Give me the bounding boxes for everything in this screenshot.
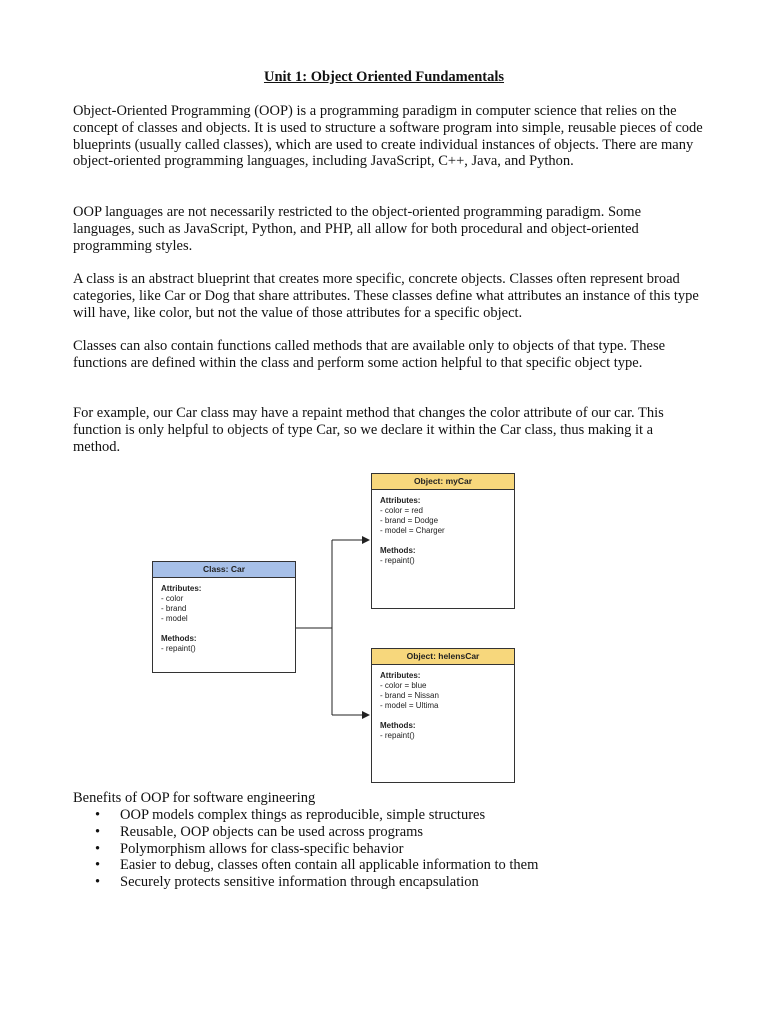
bullet-icon: • [95,874,101,891]
benefit-text: Reusable, OOP objects can be used across programs [120,823,424,840]
page-title: Unit 1: Object Oriented Fundamentals [263,69,505,85]
object-helenscar-box [371,648,515,783]
object-mycar-attribute: - brand = Dodge [380,516,439,525]
object-helenscar-attribute: - brand = Nissan [380,691,439,700]
object-mycar-method: - repaint() [380,556,415,565]
bullet-icon: • [95,823,101,840]
paragraph-methods: Classes can also contain functions called methods that are available only to objects of that type. These functions are defined within the class and perform some action helpful to that specific object type. [73,338,666,371]
object-helenscar-attribute: - model = Ultima [380,701,439,710]
object-helenscar-method: - repaint() [380,731,415,740]
list-item [90,874,538,891]
list-item [90,841,538,858]
paragraph-oop-languages: OOP languages are not necessarily restricted to the object-oriented programming paradigm. Some languages, such as JavaScript, Python, and PHP, all allow for both procedural and object-oriented programming styles. [73,204,642,254]
list-item [90,807,538,824]
class-car-header: Class: Car [153,562,295,578]
object-helenscar-methods-label: Methods: [380,721,416,730]
object-mycar-box [371,473,515,609]
benefits-list [90,807,538,891]
object-helenscar-header: Object: helensCar [372,649,514,665]
object-mycar-header: Object: myCar [372,474,514,490]
bullet-icon: • [95,807,101,823]
benefit-text: OOP models complex things as reproducible, simple structures [120,807,486,823]
class-car-attribute: - color [161,594,184,603]
paragraph-oop-intro: Object-Oriented Programming (OOP) is a programming paradigm in computer science that relies on the concept of classes and objects. It is used to structure a software program into simple, reusable pieces of code blueprints (usually called classes), which are used to create individual instances of objects. There are many object-oriented programming languages, including JavaScript, C++, Java, and Python. [73,103,703,170]
benefit-text: Securely protects sensitive information through encapsulation [120,874,479,891]
class-car-box [152,561,296,673]
class-car-attribute: - brand [161,604,187,613]
benefits-heading: Benefits of OOP for software engineering [73,790,316,806]
object-mycar-attribute: - model = Charger [380,526,445,535]
object-mycar-methods-label: Methods: [380,546,416,555]
object-mycar-attributes-label: Attributes: [380,496,421,505]
class-car-methods-label: Methods: [161,634,197,643]
paragraph-class-definition: A class is an abstract blueprint that creates more specific, concrete objects. Classes often represent broad categories, like Car or Dog that share attributes. These classes define what attributes an instance of this type will have, like color, but not the value of those attributes for a specific object. [73,271,699,321]
bullet-icon: • [95,840,101,857]
class-car-attributes-label: Attributes: [161,584,202,593]
object-helenscar-attribute: - color = blue [380,681,427,690]
list-item [90,824,538,841]
paragraph-example: For example, our Car class may have a repaint method that changes the color attribute of our car. This function is only helpful to objects of type Car, so we declare it within the Car class, thus making it a method. [73,405,664,455]
benefit-text: Polymorphism allows for class-specific behavior [120,840,404,857]
list-item [90,857,538,874]
bullet-icon: • [95,857,101,874]
benefit-text: Easier to debug, classes often contain all applicable information to them [120,857,539,874]
object-mycar-attribute: - color = red [380,506,423,515]
class-car-method: - repaint() [161,644,196,653]
class-car-attribute: - model [161,614,188,623]
object-helenscar-attributes-label: Attributes: [380,671,421,680]
class-object-diagram [140,468,530,788]
